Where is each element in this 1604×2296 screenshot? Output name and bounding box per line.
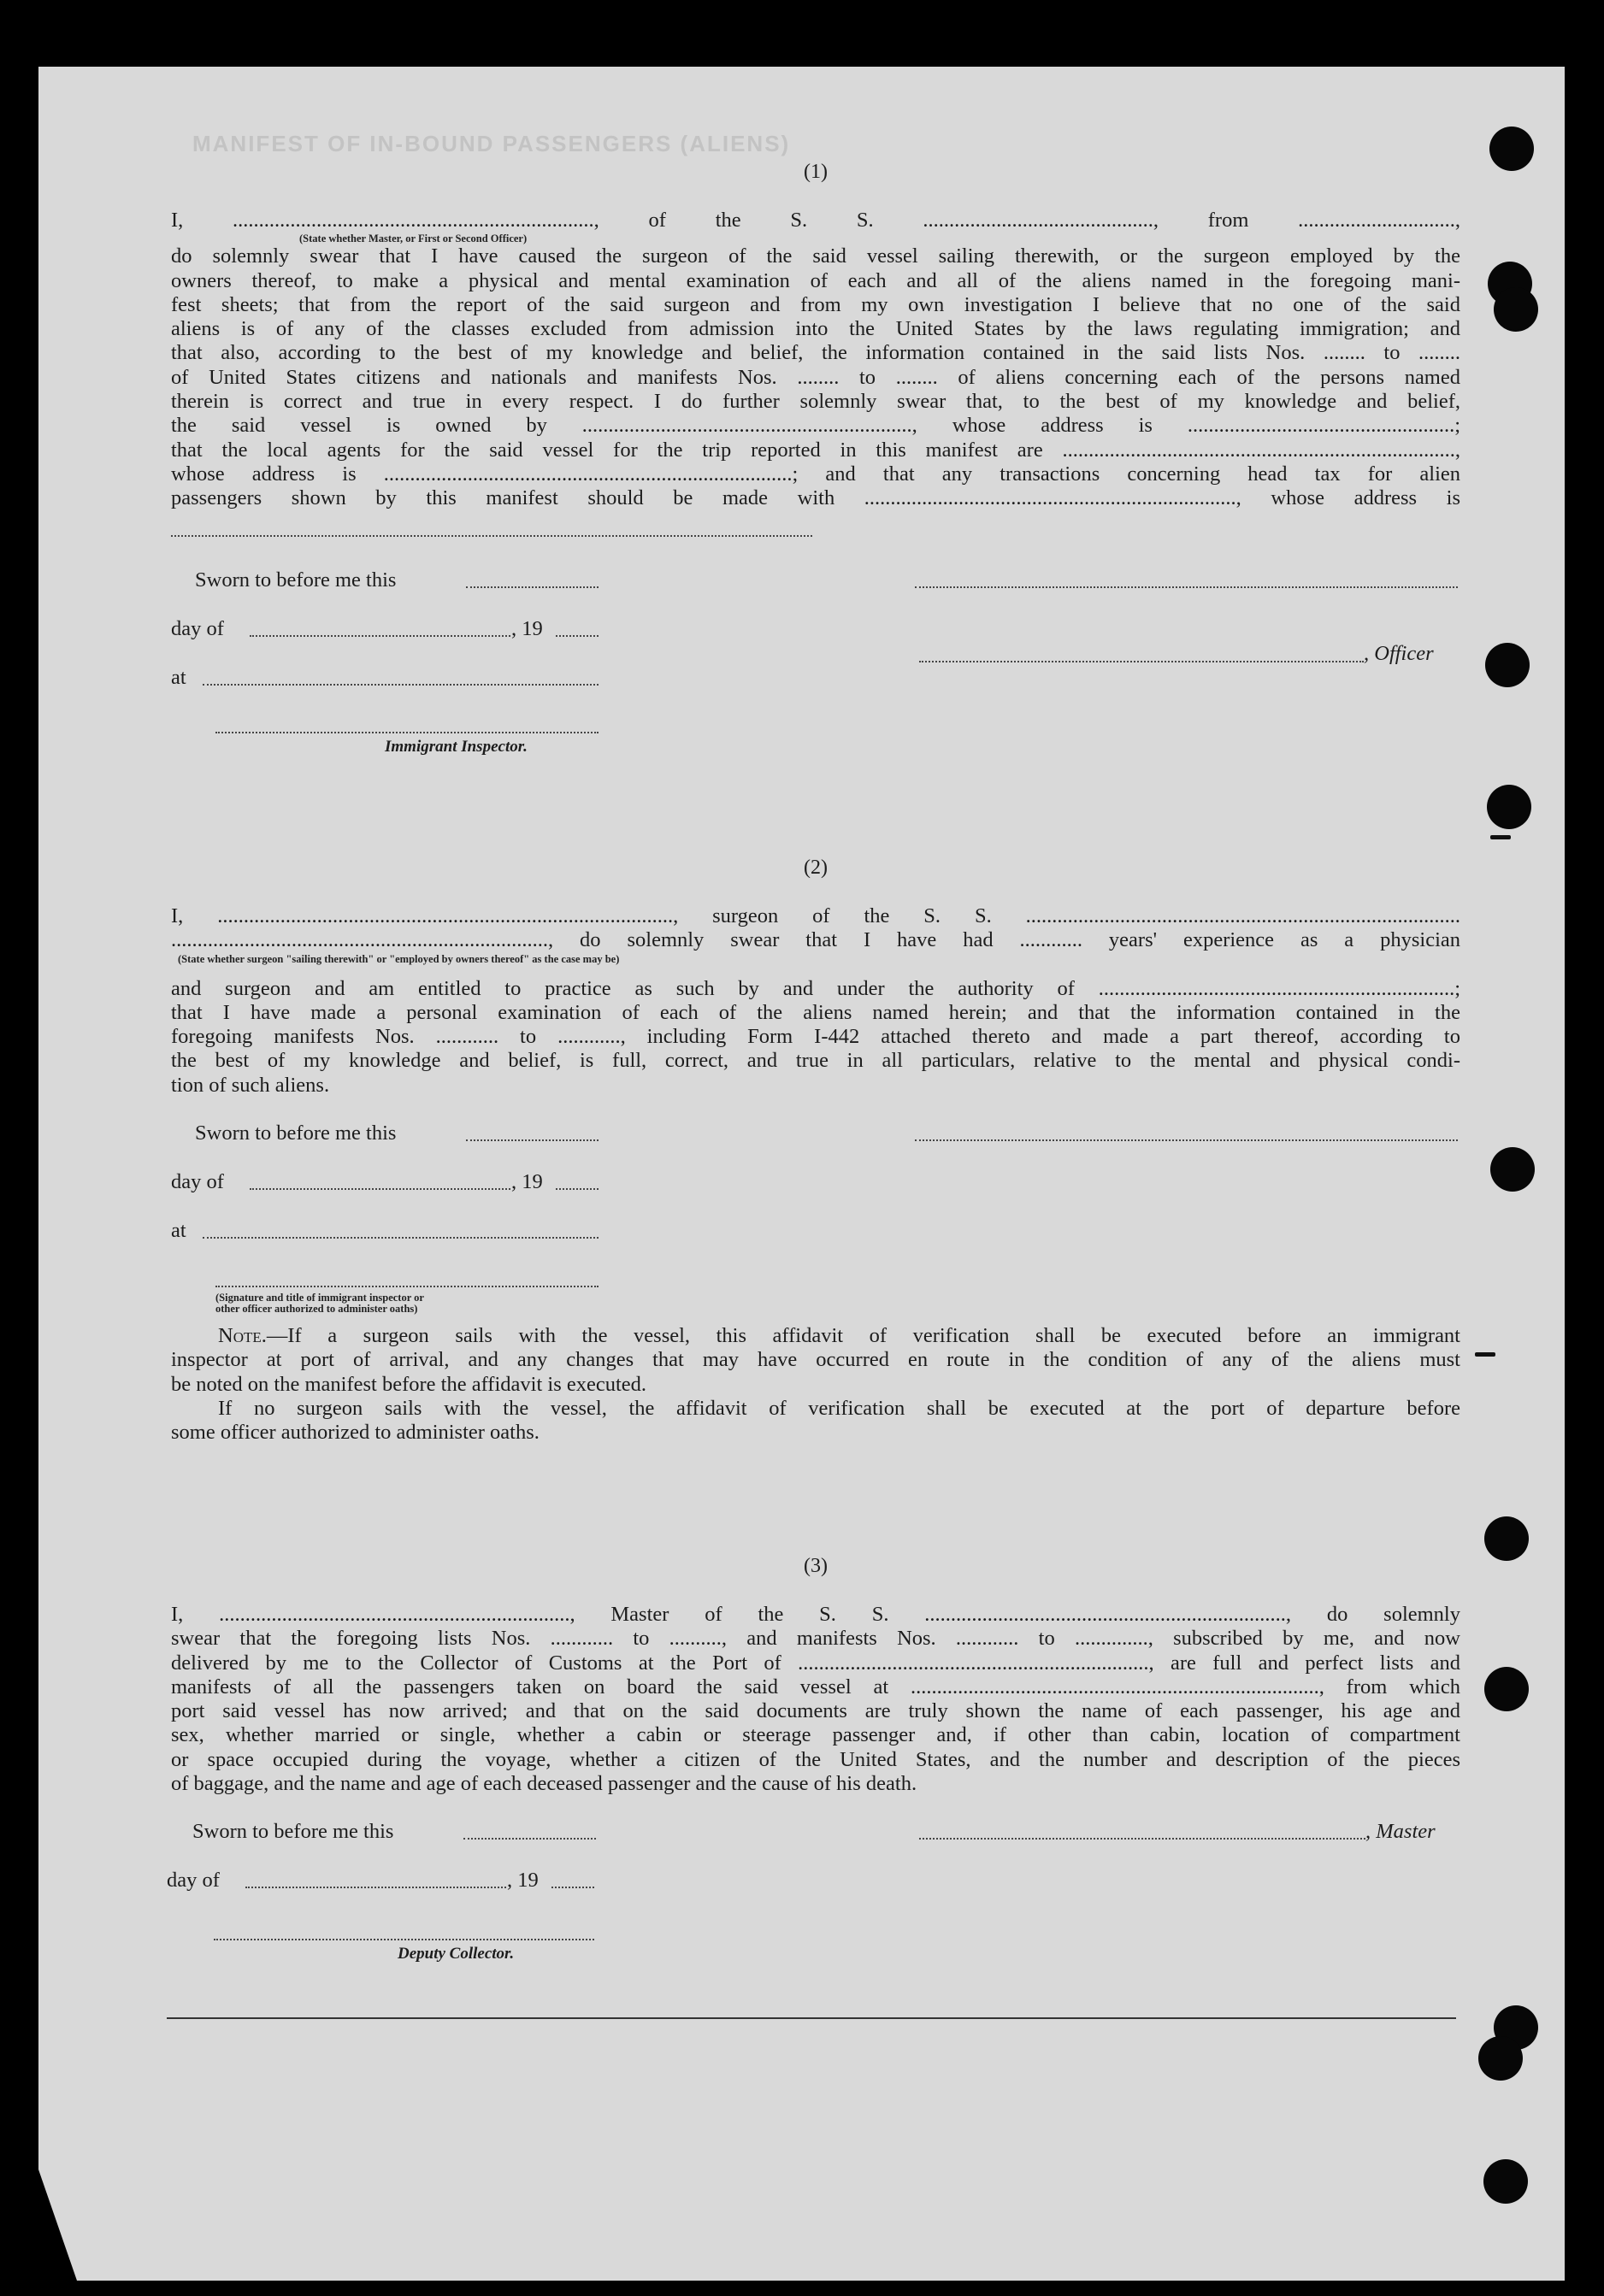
note-line-2: inspector at port of arrival, and any changes that may have occurred en route in the condition of any of the aliens must xyxy=(171,1348,1460,1372)
s2-at-label: at xyxy=(171,1219,186,1242)
s3-line-5: port said vessel has now arrived; and that on the said documents are truly shown the name of each passenger, his age and xyxy=(171,1699,1460,1723)
s1-sworn-label: Sworn to before me this xyxy=(195,568,397,592)
s2-line-3: and surgeon and am entitled to practice as such by and under the authority of ....................................................................; xyxy=(171,976,1460,1000)
corner-cut xyxy=(38,2169,77,2281)
s2-sworn-line xyxy=(466,1139,599,1141)
punch-hole xyxy=(1485,643,1530,687)
punch-hole xyxy=(1487,785,1531,829)
s2-day-label: day of xyxy=(171,1170,224,1193)
s1-line-12: passengers shown by this manifest should be made with ......................................................................., whose address is xyxy=(171,486,1460,510)
s2-officer-sign-line xyxy=(215,1286,599,1287)
s3-sworn-label: Sworn to before me this xyxy=(192,1820,394,1843)
officer-note: (State whether Master, or First or Second Officer) xyxy=(299,233,528,244)
margin-mark xyxy=(1475,1352,1495,1357)
s2-line-4: that I have made a personal examination of each of the aliens named herein; and that the information contained in the xyxy=(171,1000,1460,1024)
s1-line-10: that the local agents for the said vessel for the trip reported in this manifest are ..........................................................................., xyxy=(171,438,1460,462)
s1-line-2: do solemnly swear that I have caused the surgeon of the said vessel sailing therewith, or the surgeon employed by the xyxy=(171,244,1460,268)
s1-line-11: whose address is ..............................................................................; and that any transactions concerning head tax for alien xyxy=(171,462,1460,486)
s1-line-3: owners thereof, to make a physical and mental examination of each and all of the aliens named in the foregoing mani- xyxy=(171,268,1460,292)
s3-master-sign-line xyxy=(919,1838,1365,1840)
punch-hole xyxy=(1484,1667,1529,1711)
s3-collector-label: Deputy Collector. xyxy=(398,1945,515,1963)
s3-line-4: manifests of all the passengers taken on board the said vessel at .............................................................................., from which xyxy=(171,1675,1460,1698)
punch-hole xyxy=(1478,2036,1523,2081)
s3-master-label: , Master xyxy=(1365,1820,1436,1843)
section-3-body xyxy=(171,1603,1460,1796)
section-1-number: (1) xyxy=(804,161,828,183)
s2-line-2: ........................................................................, do solemnly swear that I have had ............ years' experience as a physician xyxy=(171,928,1460,952)
s1-officer-label: , Officer xyxy=(1364,642,1434,665)
section-1-body xyxy=(171,209,1460,511)
s2-year-line xyxy=(556,1188,599,1190)
note-line-4: If no surgeon sails with the vessel, the affidavit of verification shall be executed at the port of departure before xyxy=(218,1396,1460,1420)
s1-year-line xyxy=(556,635,599,637)
s3-year-label: , 19 xyxy=(507,1869,539,1892)
surgeon-note-paragraph xyxy=(171,1324,1460,1445)
s1-line-7: of United States citizens and nationals and manifests Nos. ........ to ........ of aliens concerning each of the persons named xyxy=(171,365,1460,389)
s3-line-2: swear that the foregoing lists Nos. ............ to .........., and manifests Nos. ............ to .............., subscribed by me, and now xyxy=(171,1627,1460,1651)
s1-line-5: aliens is of any of the classes excluded from admission into the United States by the laws regulating immigration; and xyxy=(171,317,1460,341)
note-line-1-text: —If a surgeon sails with the vessel, this affidavit of verification shall be executed before an immigrant xyxy=(266,1324,1460,1347)
s1-line-1: I, ....................................................................., of the S. S. ............................................, from .............................., xyxy=(171,209,1460,232)
s2-line-5: foregoing manifests Nos. ............ to ............, including Form I-442 attached thereto and made a part thereof, according to xyxy=(171,1025,1460,1049)
bleed-through-header: MANIFEST OF IN-BOUND PASSENGERS (ALIENS) xyxy=(192,131,791,156)
s3-collector-sign-line xyxy=(214,1939,594,1940)
address-continuation-line xyxy=(171,535,812,537)
s3-line-6: sex, whether married or single, whether a cabin or steerage passenger and, if other than cabin, location of compartment xyxy=(171,1723,1460,1747)
note-label: Note. xyxy=(218,1324,267,1347)
sig-note-1: (Signature and title of immigrant inspector or xyxy=(215,1292,424,1304)
s1-line-6: that also, according to the best of my knowledge and belief, the information contained in the said lists Nos. ........ to ........ xyxy=(171,341,1460,365)
punch-hole xyxy=(1483,2159,1528,2204)
note-line-5: some officer authorized to administer oaths. xyxy=(171,1421,540,1445)
s1-line-9: the said vessel is owned by ..............................................................., whose address is ...................................................; xyxy=(171,414,1460,438)
s1-inspector-sign-line xyxy=(215,732,599,733)
punch-hole xyxy=(1490,1147,1535,1192)
s1-line-4: fest sheets; that from the report of the said surgeon and from my own investigation I believe that no one of the said xyxy=(171,292,1460,316)
s1-year-label: , 19 xyxy=(511,617,543,640)
s3-day-line xyxy=(245,1887,506,1888)
section-2-body xyxy=(171,904,1460,1098)
sig-note-2: other officer authorized to administer oaths) xyxy=(215,1303,418,1315)
s2-line-6: the best of my knowledge and belief, is full, correct, and true in all particulars, relative to the mental and physical condi- xyxy=(171,1049,1460,1073)
s3-line-1: I, ..................................................................., Master of the S. S. ....................................................................., do solemnly xyxy=(171,1603,1460,1626)
bottom-rule xyxy=(167,2017,1456,2019)
s2-line-7: tion of such aliens. xyxy=(171,1073,330,1097)
punch-hole xyxy=(1494,287,1538,332)
punch-hole xyxy=(1489,127,1534,171)
s2-year-label: , 19 xyxy=(511,1170,543,1193)
note-line-1 xyxy=(171,1324,1460,1348)
s2-line-1: I, ......................................................................................., surgeon of the S. S. ................................................................................... xyxy=(171,904,1460,927)
s3-sworn-line xyxy=(463,1838,596,1840)
s1-at-line xyxy=(203,684,599,686)
s3-line-3: delivered by me to the Collector of Customs at the Port of ..................................................................., are full and perfect lists and xyxy=(171,1651,1460,1675)
note-line-3: be noted on the manifest before the affidavit is executed. xyxy=(171,1372,647,1396)
punch-hole xyxy=(1484,1516,1529,1561)
s1-sworn-line xyxy=(466,586,599,588)
s1-officer-sign-line xyxy=(915,586,1458,588)
document-page xyxy=(38,67,1565,2281)
s3-line-7: or space occupied during the voyage, whether a citizen of the United States, and the number and description of the pieces xyxy=(171,1747,1460,1771)
s1-inspector-label: Immigrant Inspector. xyxy=(385,738,528,756)
s2-at-line xyxy=(203,1237,599,1239)
s3-day-label: day of xyxy=(167,1869,220,1892)
surgeon-note: (State whether surgeon "sailing therewith" or "employed by owners thereof" as the case may be) xyxy=(178,953,620,965)
s2-surgeon-sign-line xyxy=(915,1139,1458,1141)
margin-mark xyxy=(1490,835,1511,839)
s1-officer-name-line xyxy=(919,661,1364,662)
s1-line-8: therein is correct and true in every respect. I do further solemnly swear that, to the best of my knowledge and belief, xyxy=(171,390,1460,414)
s1-day-label: day of xyxy=(171,617,224,640)
s1-at-label: at xyxy=(171,666,186,689)
section-3-number: (3) xyxy=(804,1555,828,1577)
s3-year-line xyxy=(551,1887,594,1888)
section-2-number: (2) xyxy=(804,857,828,879)
s3-line-8: of baggage, and the name and age of each deceased passenger and the cause of his death. xyxy=(171,1772,917,1796)
s2-sworn-label: Sworn to before me this xyxy=(195,1122,397,1145)
s1-day-line xyxy=(250,635,510,637)
s2-day-line xyxy=(250,1188,510,1190)
